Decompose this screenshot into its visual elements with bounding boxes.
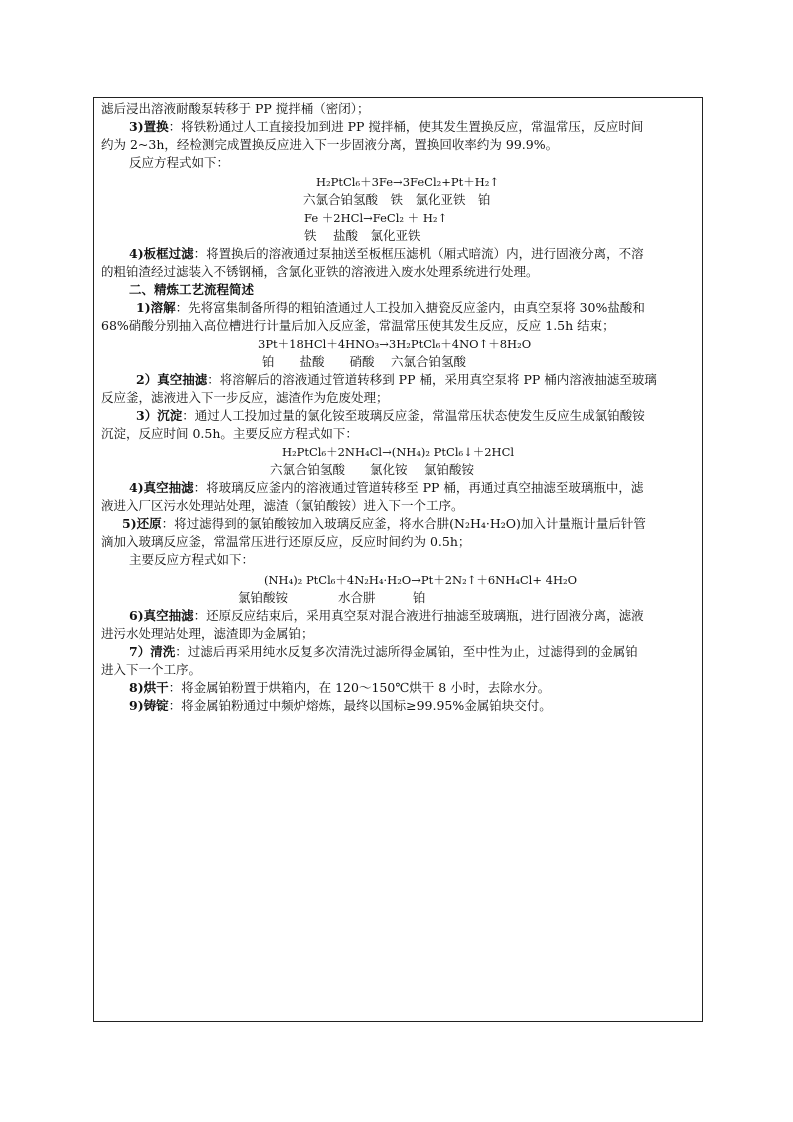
refine-step-6-cont: 进污水处理站处理，滤渣即为金属铂；: [101, 626, 314, 641]
refine-step-5-reduce: [122, 516, 646, 532]
step-text: ：将铁粉通过人工直接投加到进 PP 搅拌桶，使其发生置换反应，常温常压，反应时间: [168, 119, 644, 134]
refine-step-2-vacuum-filter: [136, 372, 657, 388]
step-text: ：将置换后的溶液通过泵抽送至板框压滤机（厢式暗流）内，进行固液分离，不溶: [193, 246, 644, 261]
step-text: ：还原反应结束后，采用真空泵对混合液进行抽滤至玻璃瓶，进行固液分离，滤液: [193, 608, 644, 623]
step-label: 8)烘干: [129, 680, 169, 695]
step-label: 6)真空抽滤: [129, 608, 194, 623]
refine-step-4-vacuum-filter: [129, 480, 643, 496]
step-text: ：将金属铂粉置于烘箱内，在 120～150℃烘干 8 小时，去除水分。: [168, 680, 551, 695]
equation-intro: 主要反应方程式如下：: [129, 552, 255, 567]
step-text: ：将过滤得到的氯铂酸铵加入玻璃反应釜，将水合肼(N₂H₄·H₂O)加入计量瓶计量后针管: [161, 516, 646, 531]
step-4-plate-filter-cont: 的粗铂渣经过滤装入不锈钢桶，含氯化亚铁的溶液进入废水处理系统进行处理。: [101, 264, 539, 279]
step-label: 3)置换: [129, 119, 169, 134]
refine-step-7-wash: [129, 644, 638, 660]
refine-step-1-cont: 68%硝酸分别抽入高位槽进行计量后加入反应釜，常温常压使其发生反应，反应 1.5h 结束；: [101, 318, 615, 333]
equation-4-names: 六氯合铂氢酸 氯化铵 氯铂酸铵: [270, 462, 474, 477]
step-label: 5)还原: [122, 516, 162, 531]
refine-step-8-dry: [129, 680, 550, 696]
equation-3-names: 铂 盐酸 硝酸 六氯合铂氢酸: [262, 354, 466, 369]
step-text: ：将溶解后的溶液通过管道转移到 PP 桶，采用真空泵将 PP 桶内溶液抽滤至玻璃: [207, 372, 657, 387]
section-heading-refining: 二、精炼工艺流程简述: [129, 282, 255, 297]
equation-2: Fe ＋2HCl→FeCl₂ ＋ H₂↑: [304, 211, 448, 225]
refine-step-9-ingot: [129, 698, 552, 714]
step-text: ：将玻璃反应釜内的溶液通过管道转移至 PP 桶，再通过真空抽滤至玻璃瓶中，滤: [193, 480, 644, 495]
refine-step-5-cont: 滴加入玻璃反应釜，常温常压进行还原反应，反应时间约为 0.5h；: [101, 534, 471, 549]
step-label: 4)真空抽滤: [129, 480, 194, 495]
refine-step-6-vacuum-filter: [129, 608, 644, 624]
refine-step-4-cont: 液进入厂区污水处理站处理，滤渣（氯铂酸铵）进入下一个工序。: [101, 498, 464, 513]
refine-step-3-precipitate: [136, 408, 645, 424]
step-4-plate-filter: [129, 246, 644, 262]
paragraph-leach-transfer: 滤后浸出溶液耐酸泵转移于 PP 搅拌桶（密闭）；: [101, 101, 370, 116]
equation-intro: 反应方程式如下：: [129, 155, 230, 170]
refine-step-3-cont: 沉淀，反应时间 0.5h。主要反应方程式如下：: [101, 426, 358, 441]
step-3-replacement-cont: 约为 2~3h，经检测完成置换反应进入下一步固液分离，置换回收率约为 99.9%。: [101, 137, 559, 152]
step-text: ：将金属铂粉通过中频炉熔炼，最终以国标≥99.95%金属铂块交付。: [168, 698, 552, 713]
step-label: 2）真空抽滤: [136, 372, 208, 387]
equation-4: H₂PtCl₆＋2NH₄Cl→(NH₄)₂ PtCl₆↓＋2HCl: [282, 445, 515, 459]
equation-5-names: 氯铂酸铵 水合肼 铂: [238, 590, 426, 605]
equation-5: (NH₄)₂ PtCl₆＋4N₂H₄·H₂O→Pt＋2N₂↑＋6NH₄Cl+ 4H₂O: [264, 573, 578, 587]
equation-1: H₂PtCl₆＋3Fe→3FeCl₂+Pt＋H₂↑: [316, 175, 500, 189]
step-3-replacement: [129, 119, 643, 135]
step-text: ：先将富集制备所得的粗铂渣通过人工投加入搪瓷反应釜内，由真空泵将 30%盐酸和: [175, 300, 645, 315]
step-label: 1)溶解: [136, 300, 176, 315]
step-text: ：过滤后再采用纯水反复多次清洗过滤所得金属铂，至中性为止，过滤得到的金属铂: [175, 644, 638, 659]
equation-1-names: 六氯合铂氢酸 铁 氯化亚铁 铂: [303, 192, 491, 207]
refine-step-7-cont: 进入下一个工序。: [101, 662, 202, 677]
equation-2-names: 铁 盐酸 氯化亚铁: [304, 228, 421, 243]
refine-step-2-cont: 反应釜，滤液进入下一步反应，滤渣作为危废处理；: [101, 390, 389, 405]
step-label: 9)铸锭: [129, 698, 169, 713]
step-label: 4)板框过滤: [129, 246, 194, 261]
equation-3: 3Pt＋18HCl＋4HNO₃→3H₂PtCl₆＋4NO↑＋8H₂O: [258, 337, 532, 351]
step-label: 3）沉淀: [136, 408, 183, 423]
step-label: 7）清洗: [129, 644, 176, 659]
step-text: ：通过人工投加过量的氯化铵至玻璃反应釜，常温常压状态使发生反应生成氯铂酸铵: [182, 408, 645, 423]
refine-step-1-dissolve: [136, 300, 645, 316]
